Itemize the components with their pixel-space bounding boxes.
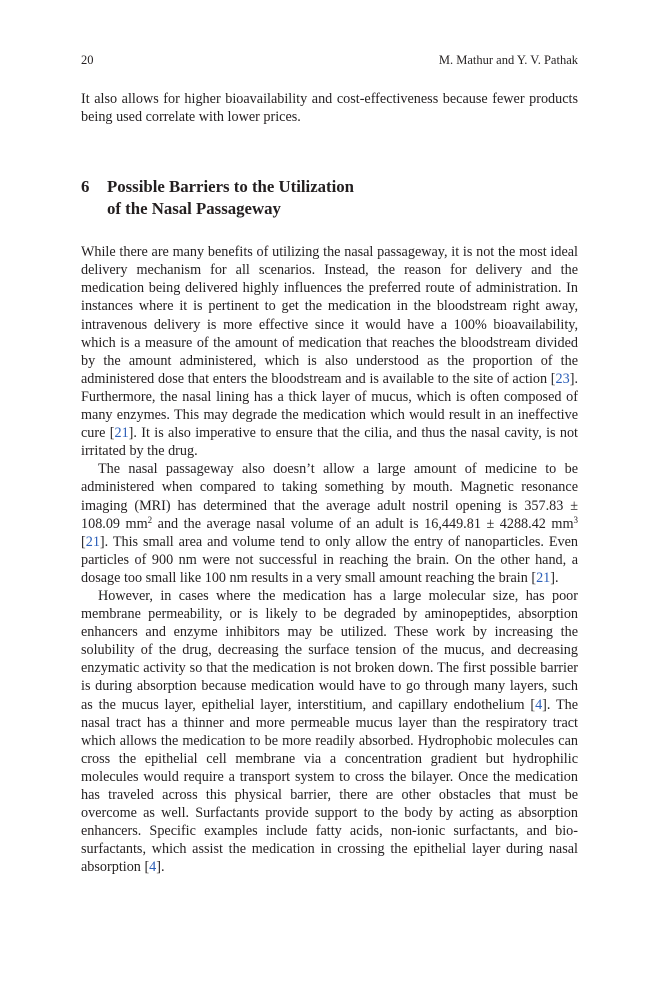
paragraph-text: The nasal passageway also doesn’t allow a large amount of medicine to be administered when compared to taking something by mouth. Magnetic resonance imaging (MRI) has determined that the average adult nostril opening is 357.83 ± 108.09 mm bbox=[81, 461, 578, 532]
intro-paragraph: It also allows for higher bioavailability and cost-effectiveness because fewer products being used correlate with lower prices. bbox=[81, 91, 578, 126]
paragraph-text: and the average nasal volume of an adult is 16,449.81 ± 4288.42 mm bbox=[152, 515, 574, 532]
paragraph-text: [ bbox=[81, 533, 86, 550]
paragraph-text: ]. Furthermore, the nasal lining has a thick layer of mucus, which is often composed of many enzymes. This may degrade the medication which would result in an ineffective cure [ bbox=[81, 370, 578, 442]
paragraph-text: ]. It is also imperative to ensure that the cilia, and thus the nasal cavity, is not irritated by the drug. bbox=[81, 425, 578, 460]
body-paragraph-2 bbox=[81, 460, 578, 587]
running-authors: M. Mathur and Y. V. Pathak bbox=[438, 53, 578, 67]
paragraph-text: ]. This small area and volume tend to only allow the entry of nanoparticles. Even particles of 900 nm were not successful in reaching the brain. On the other hand, a dosage too small like 100 nm results in a very small amount reaching the brain [ bbox=[81, 533, 578, 586]
paragraph-text: ]. The nasal tract has a thinner and more permeable mucus layer than the respiratory tract which allows the medication to be more readily absorbed. Hydrophobic molecules can cross the epithelial cell membrane via a concentration gradient but hydrophilic molecules would require a transport system to cross the bilayer. Once the medication has traveled across this physical barrier, there are other obstacles that must be overcome as well. Surfactants provide support to the body by acting as absorption enhancers. Specific examples include fatty acids, non-ionic surfactants, and bio-surfactants, which assist the medication in crossing the epithelial layer during nasal absorption [ bbox=[81, 696, 578, 876]
body-paragraph-1 bbox=[81, 243, 578, 460]
paragraph-text: ]. bbox=[550, 569, 559, 586]
page-body bbox=[81, 52, 578, 876]
superscript: 3 bbox=[573, 514, 578, 525]
citation-link[interactable]: 4 bbox=[149, 859, 157, 876]
paragraph-text: While there are many benefits of utilizing the nasal passageway, it is not the most ideal delivery mechanism for all scenarios. Instead, the reason for delivery and the medication being delivered highly influences the preferred route of administration. In instances where it is pertinent to get the medication in the bloodstream right away, intravenous delivery is more effective since it would have a 100% bioavailability, which is a measure of the amount of medication that reaches the bloodstream divided by the amount administered, which is also understood as the proportion of the administered dose that enters the bloodstream and is available to the site of action [ bbox=[81, 244, 578, 387]
citation-link[interactable]: 21 bbox=[114, 425, 129, 442]
citation-link[interactable]: 21 bbox=[536, 569, 551, 586]
paragraph-text: ]. bbox=[156, 859, 165, 876]
body-paragraph-3 bbox=[81, 587, 578, 877]
citation-link[interactable]: 4 bbox=[535, 696, 543, 713]
citation-link[interactable]: 21 bbox=[85, 533, 100, 550]
paragraph-text: However, in cases where the medication has a large molecular size, has poor membrane permeability, or is likely to be degraded by aminopeptides, absorption enhancers and enzyme inhibitors may be utilized. These work by increasing the solubility of the drug, decreasing the surface tension of the mucus, and decreasing enzymatic activity so that the medication is not broken down. The first possible barrier is during absorption because medication would have to go through many layers, such as the mucus layer, epithelial layer, interstitium, and capillary endothelium [ bbox=[81, 587, 578, 713]
citation-link[interactable]: 23 bbox=[555, 370, 570, 387]
section-number: 6 bbox=[81, 177, 90, 197]
page-number: 20 bbox=[81, 53, 94, 67]
running-header bbox=[81, 52, 578, 68]
section-title: Possible Barriers to the Utilization of the Nasal Passageway bbox=[107, 177, 355, 218]
section-heading bbox=[81, 176, 578, 219]
superscript: 2 bbox=[147, 514, 153, 525]
